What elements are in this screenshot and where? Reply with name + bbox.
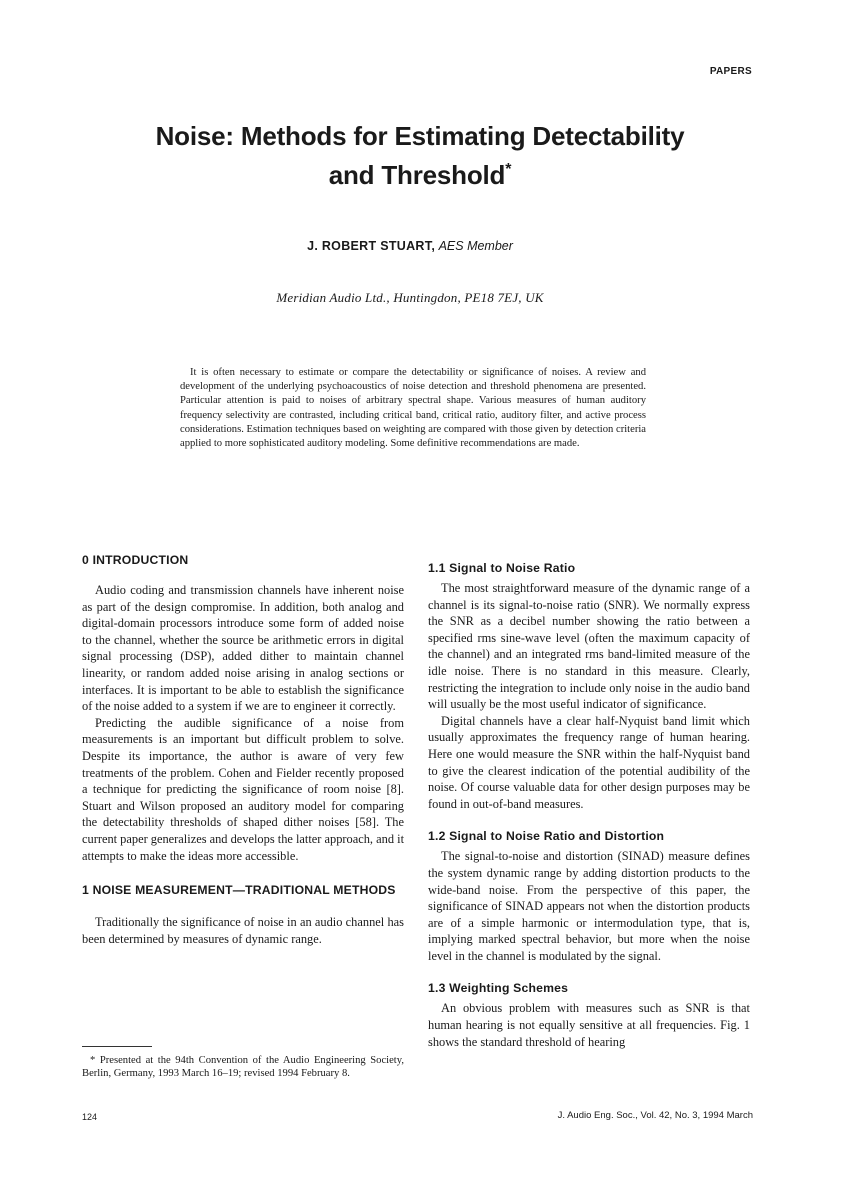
subsection-heading-sinad: 1.2 Signal to Noise Ratio and Distortion <box>428 829 665 844</box>
title-line-1: Noise: Methods for Estimating Detectability <box>155 121 685 151</box>
running-head: PAPERS <box>709 66 752 77</box>
title-line-2 <box>90 153 750 192</box>
section1-paragraph-1: Traditionally the significance of noise in an audio channel has been determined by measures of dynamic range. <box>82 915 404 946</box>
weighting-paragraph-1: An obvious problem with measures such as SNR is that human hearing is not equally sensitive at all frequencies. Fig. 1 shows the standard threshold of hearing <box>428 1001 750 1049</box>
left-column <box>82 552 404 947</box>
author-membership: AES Member <box>438 239 513 253</box>
intro-paragraph-1: Audio coding and transmission channels have inherent noise as part of the design compromise. In addition, both analog and digital-domain processors introduce some form of added noise to the channel, whether the source be arithmetic errors in digital signal processing (DSP), added dither to maintain channel linearity, or random added noise arising in analog sections or interfaces. It is important to be able to establish the significance of the noise added to a system if we are to engineer it correctly. <box>82 583 404 714</box>
author-line <box>0 239 820 253</box>
abstract-text: It is often necessary to estimate or compare the detectability or significance of noises. A review and development of the underlying psychoacoustics of noise detection and threshold phenomena are presented. Particular attention is paid to noises of arbitrary spectral shape. Various measures of human auditory frequency selectivity are contrasted, including critical band, critical ratio, auditory filter, and active process considerations. Estimation techniques based on weighting are compared with those given by detection criteria applied to more sophisticated auditory modeling. Some definitive recommendations are made. <box>180 367 646 450</box>
title-line-2-text: and Threshold <box>328 160 506 190</box>
footnote-rule <box>82 1046 152 1047</box>
section-heading-noise-measurement: 1 NOISE MEASUREMENT—TRADITIONAL METHODS <box>82 883 396 898</box>
sinad-paragraph-1: The signal-to-noise and distortion (SINAD) measure defines the system dynamic range by adding distortion products to the wide-band noise. From the perspective of this paper, the significance of SINAD appears not when the distortion products are of a simple harmonic or intermodulation type, that is, implying marked spectral behavior, but more when the noise level in the channel is modulated by the signal. <box>428 849 750 963</box>
snr-paragraph-1: The most straightforward measure of the dynamic range of a channel is its signal-to-noise ratio (SNR). We normally express the SNR as a decibel number showing the ratio between a specified rms sine-wave level (often the maximum capacity of the channel) and an integrated rms band-limited measure of the idle noise. There is no standard in this measure. Clearly, restricting the integration to include only noise in the audio band will usually be the most useful indicator of significance. <box>428 581 750 712</box>
right-column <box>428 560 750 1050</box>
author-name: J. ROBERT STUART, <box>307 239 436 253</box>
affiliation: Meridian Audio Ltd., Huntingdon, PE18 7EJ, UK <box>276 290 544 305</box>
title-footnote-mark: * <box>505 161 512 178</box>
subsection-heading-weighting: 1.3 Weighting Schemes <box>428 981 569 996</box>
footnote-text: * Presented at the 94th Convention of the Audio Engineering Society, Berlin, Germany, 1993 March 16–19; revised 1994 February 8. <box>82 1055 404 1080</box>
abstract <box>180 366 646 451</box>
section-heading-introduction: 0 INTRODUCTION <box>82 553 189 567</box>
footnote <box>82 1054 404 1081</box>
journal-citation: J. Audio Eng. Soc., Vol. 42, No. 3, 1994 March <box>557 1110 753 1121</box>
subsection-heading-snr: 1.1 Signal to Noise Ratio <box>428 561 576 575</box>
page-number: 124 <box>82 1112 98 1122</box>
intro-paragraph-2: Predicting the audible significance of a noise from measurements is an important but difficult problem to solve. Despite its importance, the author is aware of very few treatments of the problem. Cohen and Fielder recently proposed a technique for predicting the significance of room noise [8]. Stuart and Wilson proposed an auditory model for comparing the detectability thresholds of shaped dither noises [58]. The current paper generalizes and develops the latter approach, and it attempts to make the ideas more accessible. <box>82 715 405 863</box>
paper-title <box>90 120 750 192</box>
snr-paragraph-2: Digital channels have a clear half-Nyquist band limit which usually approximates the frequency range of human hearing. Here one would measure the SNR within the half-Nyquist band to give the clearest indication of the potential audibility of the noise. Of course valuable data for other design purposes may be found in out-of-band measures. <box>428 713 750 811</box>
